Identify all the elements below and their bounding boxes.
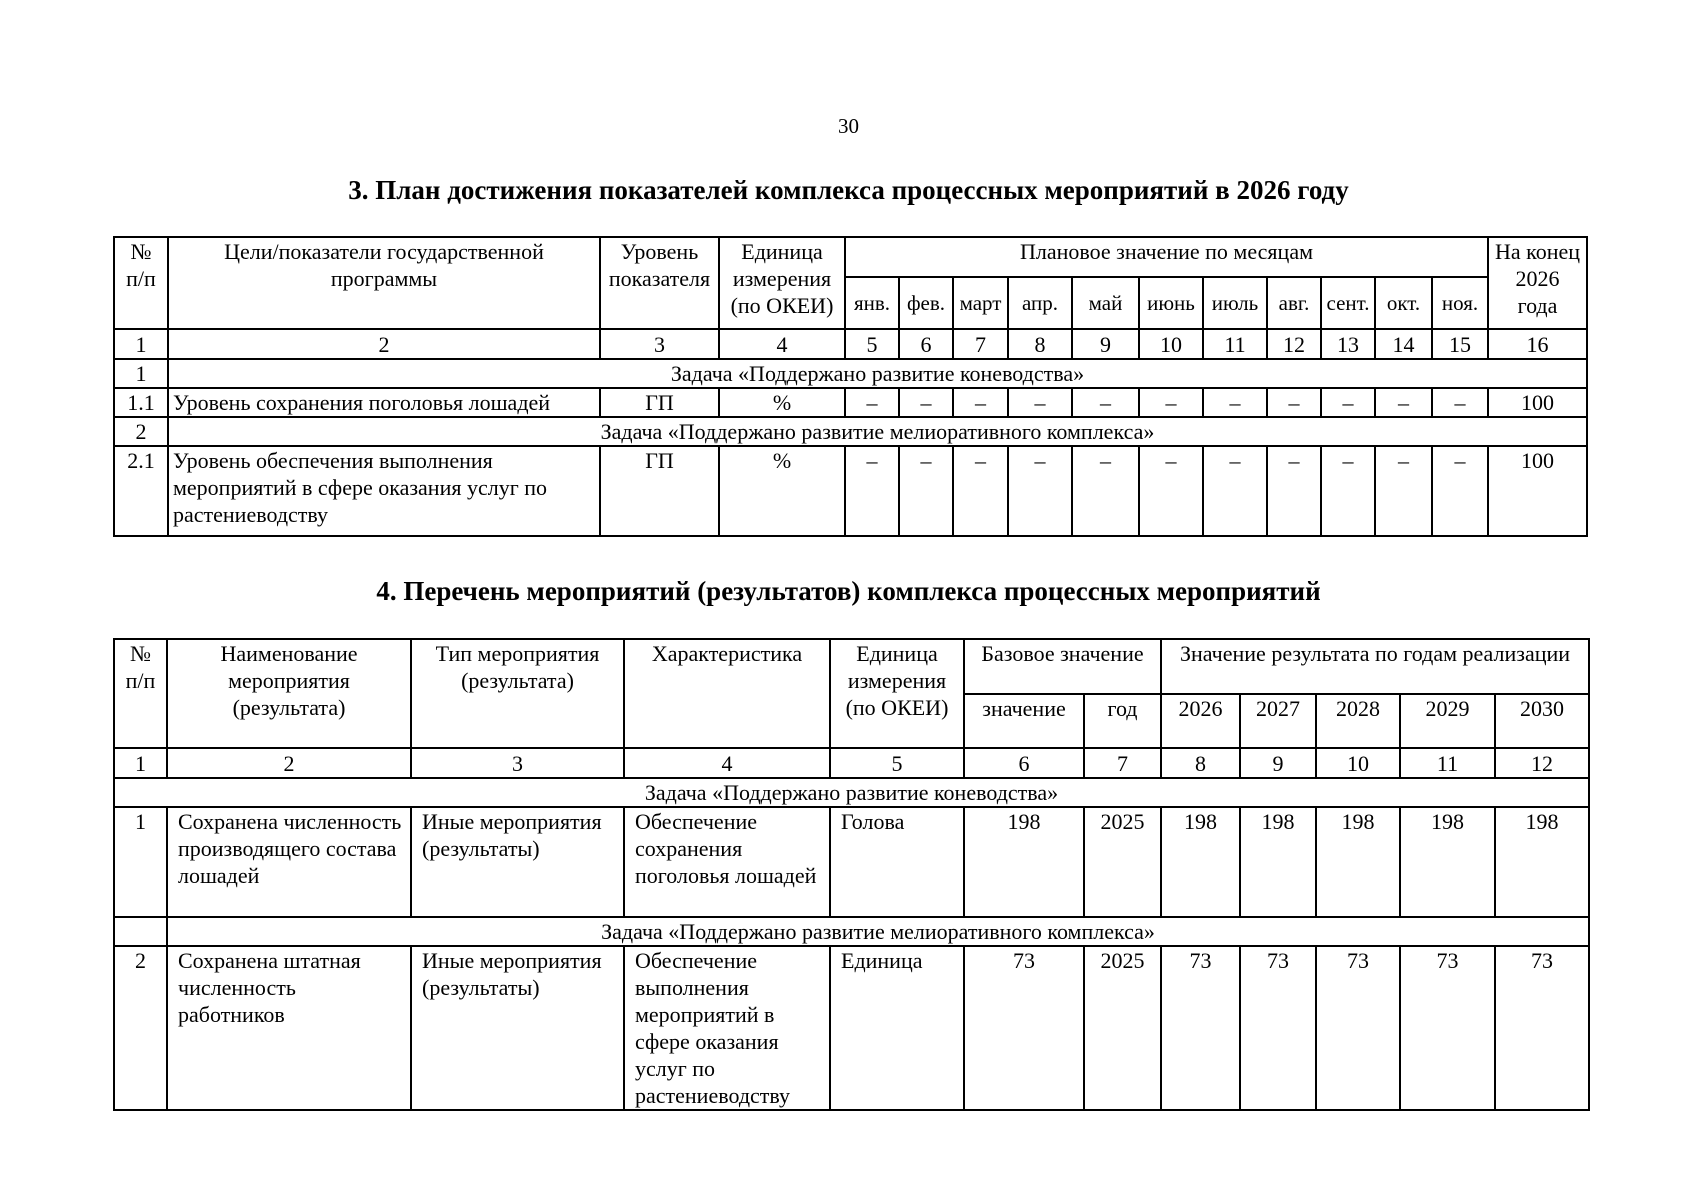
task-row [114,778,1589,807]
column-number: 9 [1240,748,1316,778]
header-base-value: значение [964,694,1084,748]
year-value: 198 [1316,807,1400,917]
column-number: 6 [964,748,1084,778]
year-header: 2028 [1316,694,1400,748]
results-table [113,638,1590,1111]
month-header: янв. [845,277,899,329]
month-value: – [1267,446,1321,536]
task-row [114,417,1587,446]
result-name: Сохранена численность производящего состава лошадей [167,807,411,917]
indicator-row [114,388,1587,417]
column-number: 2 [168,329,600,359]
indicator-level: ГП [600,446,719,536]
header-type: Тип мероприятия (результата) [411,639,624,748]
month-value: – [899,388,953,417]
column-number: 9 [1072,329,1139,359]
task-row [114,917,1589,946]
header-monthly: Плановое значение по месяцам [845,237,1488,277]
section-4-title: 4. Перечень мероприятий (результатов) комплекса процессных мероприятий [376,576,1321,606]
year-header: 2026 [1161,694,1240,748]
column-number: 1 [114,329,168,359]
result-row [114,807,1589,917]
header-unit: Единица измерения (по ОКЕИ) [830,639,964,748]
year-value: 198 [1161,807,1240,917]
month-header: июль [1203,277,1267,329]
column-number: 5 [845,329,899,359]
year-value: 73 [1316,946,1400,1110]
month-value: – [1432,446,1488,536]
row-num: 1.1 [114,388,168,417]
task-label: Задача «Поддержано развитие коневодства» [114,778,1589,807]
column-number: 13 [1321,329,1375,359]
result-type: Иные мероприятия (результаты) [411,946,624,1110]
result-characteristic: Обеспечение выполнения мероприятий в сфере оказания услуг по растениеводству [624,946,830,1110]
plan-table [113,236,1588,537]
column-number: 3 [600,329,719,359]
column-number: 12 [1267,329,1321,359]
indicator-row [114,446,1587,536]
month-value: – [845,388,899,417]
task-num: 1 [114,359,168,388]
indicator-unit: % [719,446,845,536]
column-number: 6 [899,329,953,359]
result-characteristic: Обеспечение сохранения поголовья лошадей [624,807,830,917]
header-result: Значение результата по годам реализации [1161,639,1589,694]
year-value: 198 [1495,807,1589,917]
month-value: – [899,446,953,536]
month-value: – [1321,388,1375,417]
column-number: 4 [624,748,830,778]
column-number: 3 [411,748,624,778]
header-base-year: год [1084,694,1161,748]
month-value: – [1321,446,1375,536]
row-num: 2 [114,946,167,1110]
base-value: 198 [964,807,1084,917]
indicator-name: Уровень обеспечения выполнения мероприятий в сфере оказания услуг по растениеводству [168,446,600,536]
year-value: 73 [1495,946,1589,1110]
column-number: 7 [953,329,1008,359]
column-number-row [114,748,1589,778]
task-num: 2 [114,417,168,446]
column-number: 15 [1432,329,1488,359]
end-value: 100 [1488,446,1587,536]
column-number: 8 [1008,329,1072,359]
month-value: – [1203,446,1267,536]
column-number-row [114,329,1587,359]
month-value: – [1375,388,1432,417]
result-row [114,946,1589,1110]
month-header: окт. [1375,277,1432,329]
column-number: 7 [1084,748,1161,778]
column-number: 5 [830,748,964,778]
month-header: июнь [1139,277,1203,329]
result-unit: Голова [830,807,964,917]
month-header: авг. [1267,277,1321,329]
header-base: Базовое значение [964,639,1161,694]
month-value: – [1203,388,1267,417]
header-level: Уровень показателя [600,237,719,329]
column-number: 11 [1400,748,1495,778]
month-value: – [953,446,1008,536]
header-row [114,237,1587,277]
month-header: апр. [1008,277,1072,329]
row-num: 2.1 [114,446,168,536]
indicator-level: ГП [600,388,719,417]
task-num-empty [114,917,167,946]
year-value: 198 [1400,807,1495,917]
month-header: ноя. [1432,277,1488,329]
month-value: – [1008,446,1072,536]
year-value: 73 [1161,946,1240,1110]
header-row [114,639,1589,694]
section-3-title: 3. План достижения показателей комплекса процессных мероприятий в 2026 году [348,175,1349,205]
month-value: – [1375,446,1432,536]
base-value: 73 [964,946,1084,1110]
header-unit: Единица измерения (по ОКЕИ) [719,237,845,329]
column-number: 10 [1316,748,1400,778]
result-name: Сохранена штатная численность работников [167,946,411,1110]
year-value: 73 [1240,946,1316,1110]
year-header: 2027 [1240,694,1316,748]
column-number: 16 [1488,329,1587,359]
month-value: – [1072,388,1139,417]
month-value: – [845,446,899,536]
month-value: – [953,388,1008,417]
month-header: май [1072,277,1139,329]
indicator-unit: % [719,388,845,417]
header-num: № п/п [114,639,167,748]
indicator-name: Уровень сохранения поголовья лошадей [168,388,600,417]
year-value: 73 [1400,946,1495,1110]
column-number: 1 [114,748,167,778]
header-characteristic: Характеристика [624,639,830,748]
task-label: Задача «Поддержано развитие коневодства» [168,359,1587,388]
column-number: 12 [1495,748,1589,778]
year-value: 198 [1240,807,1316,917]
result-unit: Единица [830,946,964,1110]
month-value: – [1432,388,1488,417]
column-number: 14 [1375,329,1432,359]
month-value: – [1139,446,1203,536]
column-number: 8 [1161,748,1240,778]
year-header: 2029 [1400,694,1495,748]
result-type: Иные мероприятия (результаты) [411,807,624,917]
page-number: 30 [838,114,859,138]
month-header: фев. [899,277,953,329]
end-value: 100 [1488,388,1587,417]
month-header: март [953,277,1008,329]
column-number: 10 [1139,329,1203,359]
header-name: Наименование мероприятия (результата) [167,639,411,748]
base-year: 2025 [1084,946,1161,1110]
month-value: – [1139,388,1203,417]
task-row [114,359,1587,388]
base-year: 2025 [1084,807,1161,917]
header-goal: Цели/показатели государственной программы [168,237,600,329]
month-value: – [1267,388,1321,417]
year-header: 2030 [1495,694,1589,748]
task-label: Задача «Поддержано развитие мелиоративного комплекса» [167,917,1589,946]
month-value: – [1008,388,1072,417]
row-num: 1 [114,807,167,917]
month-header: сент. [1321,277,1375,329]
column-number: 4 [719,329,845,359]
month-value: – [1072,446,1139,536]
column-number: 11 [1203,329,1267,359]
column-number: 2 [167,748,411,778]
header-end: На конец 2026 года [1488,237,1587,329]
header-num: № п/п [114,237,168,329]
task-label: Задача «Поддержано развитие мелиоративного комплекса» [168,417,1587,446]
